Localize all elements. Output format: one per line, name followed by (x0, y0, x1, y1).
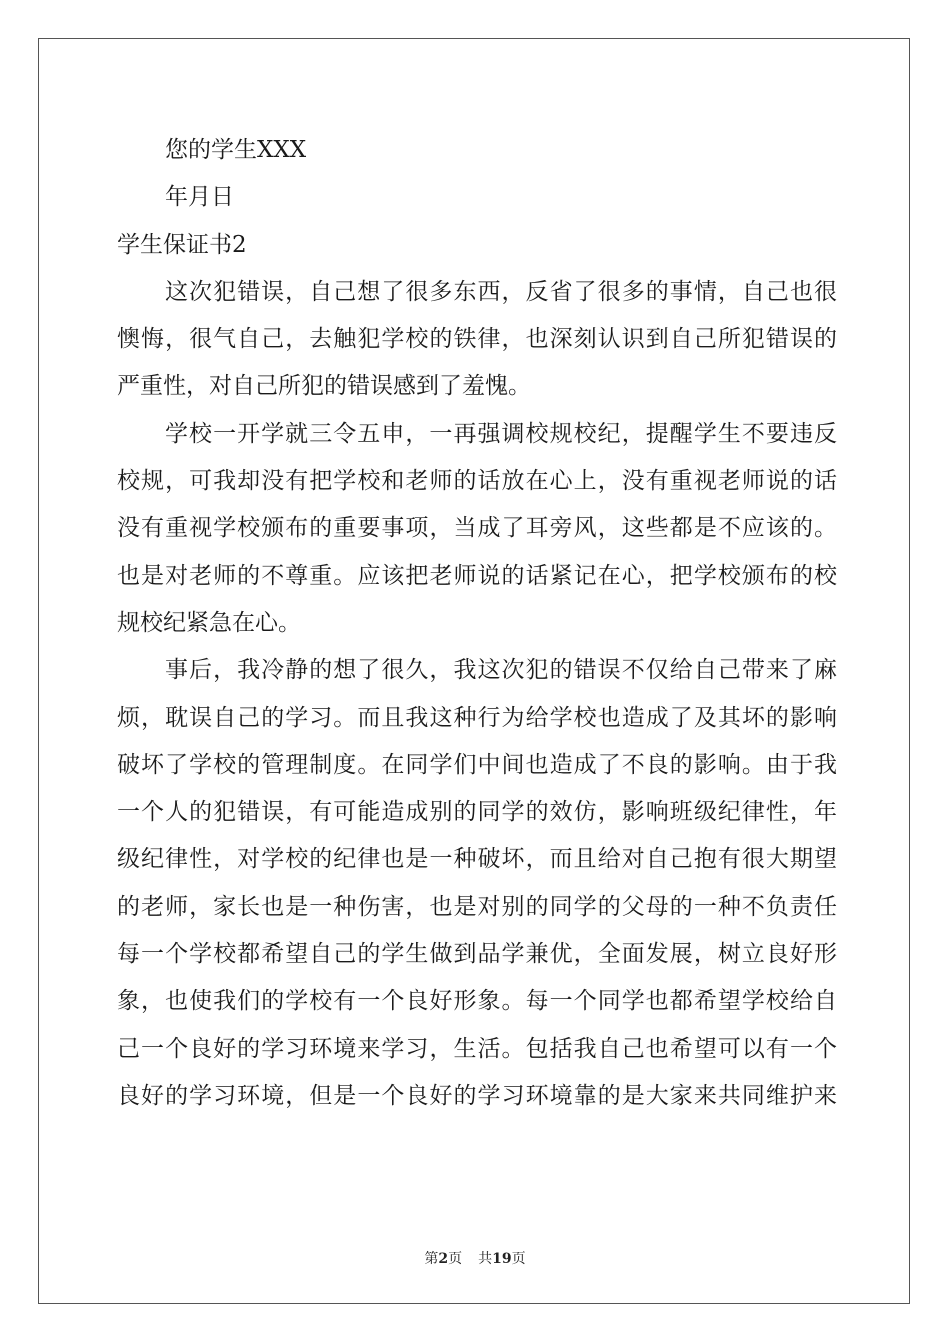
text-line: 懊悔，很气自己，去触犯学校的铁律，也深刻认识到自己所犯错误的 (117, 326, 837, 353)
text-line: 良好的学习环境，但是一个良好的学习环境靠的是大家来共同维护来 (117, 1082, 837, 1109)
text-line: 每一个学校都希望自己的学生做到品学兼优，全面发展，树立良好形 (117, 941, 837, 968)
text-line: 您的学生XXX (165, 137, 307, 163)
text-line: 这次犯错误，自己想了很多东西，反省了很多的事情，自己也很 (165, 278, 837, 305)
text-line: 的老师，家长也是一种伤害，也是对别的同学的父母的一种不负责任 (117, 893, 837, 920)
text-line: 破坏了学校的管理制度。在同学们中间也造成了不良的影响。由于我 (117, 751, 837, 778)
text-line: 年月日 (165, 184, 234, 211)
total-suffix: 页 (511, 1251, 526, 1267)
text-line: 也是对老师的不尊重。应该把老师说的话紧记在心，把学校颁布的校 (117, 562, 837, 589)
text-line: 规校纪紧急在心。 (117, 609, 301, 636)
text-line: 学校一开学就三令五申，一再强调校规校纪，提醒学生不要违反 (165, 420, 837, 447)
page-suffix: 页 (448, 1251, 463, 1267)
page-number: 2 (438, 1251, 449, 1267)
text-line: 严重性，对自己所犯的错误感到了羞愧。 (117, 373, 531, 400)
page-footer (0, 1248, 950, 1268)
text-line: 没有重视学校颁布的重要事项，当成了耳旁风，这些都是不应该的。 (117, 515, 837, 542)
total-prefix: 共 (478, 1251, 493, 1267)
text-line: 己一个良好的学习环境来学习，生活。包括我自己也希望可以有一个 (117, 1035, 837, 1062)
text-line: 烦，耽误自己的学习。而且我这种行为给学校也造成了及其坏的影响 (117, 704, 837, 731)
text-line: 学生保证书2 (117, 231, 247, 258)
text-line: 校规，可我却没有把学校和老师的话放在心上，没有重视老师说的话 (117, 468, 837, 495)
text-line: 一个人的犯错误，有可能造成别的同学的效仿，影响班级纪律性，年 (117, 799, 837, 826)
text-line: 象，也使我们的学校有一个良好形象。每一个同学也都希望学校给自 (117, 988, 837, 1015)
text-line: 级纪律性，对学校的纪律也是一种破坏，而且给对自己抱有很大期望 (117, 846, 837, 873)
document-body (117, 127, 837, 1120)
page-prefix: 第 (424, 1251, 439, 1267)
total-pages: 19 (492, 1251, 512, 1267)
text-line: 事后，我冷静的想了很久，我这次犯的错误不仅给自己带来了麻 (165, 657, 837, 684)
